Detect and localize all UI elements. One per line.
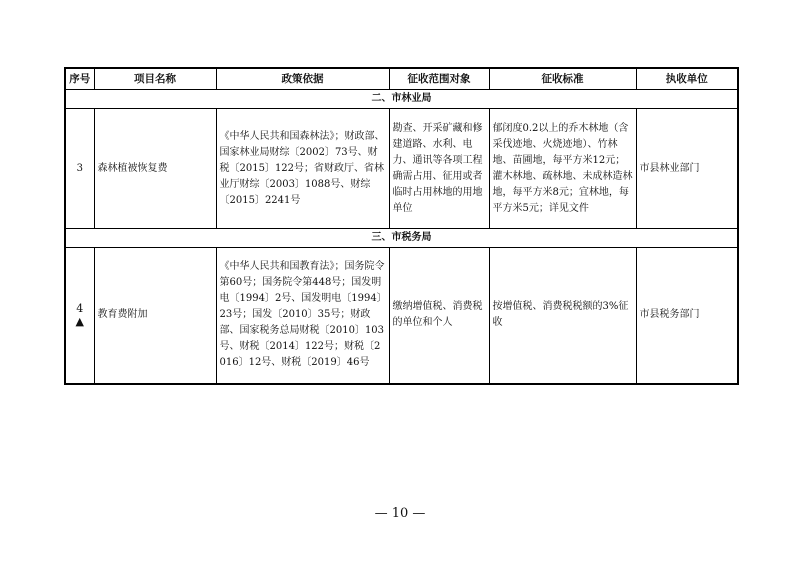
- row-item-name: 教育费附加: [94, 248, 216, 384]
- header-collecting-unit: 执收单位: [636, 68, 738, 90]
- table-row: [65, 109, 738, 229]
- serial-number: 3: [76, 162, 83, 174]
- serial-number: 4: [76, 302, 84, 316]
- header-item-name: 项目名称: [94, 68, 216, 90]
- row-collecting-unit: 市县林业部门: [636, 109, 738, 229]
- row-standard: 按增值税、消费税税额的3%征收: [489, 248, 636, 384]
- header-serial: 序号: [65, 68, 94, 90]
- row-serial: [65, 248, 94, 384]
- page-number: — 10 —: [374, 506, 426, 521]
- row-standard: 郁闭度0.2以上的乔木林地（含采伐迹地、火烧迹地）、竹林地、苗圃地，每平方米12元；灌木林地、疏林地、未成林造林地，每平方米8元；宜林地，每平方米5元；详见文件: [489, 109, 636, 229]
- row-scope: 缴纳增值税、消费税的单位和个人: [389, 248, 489, 384]
- header-standard: 征收标准: [489, 68, 636, 90]
- section-row-forestry: [65, 90, 738, 109]
- fee-table: [64, 67, 739, 385]
- table-row: [65, 248, 738, 384]
- row-item-name: 森林植被恢复费: [94, 109, 216, 229]
- section-row-taxation: [65, 229, 738, 248]
- section-title: 二、市林业局: [65, 90, 738, 109]
- row-collecting-unit: 市县税务部门: [636, 248, 738, 384]
- row-policy-basis: 《中华人民共和国森林法》；财政部、国家林业局财综〔2002〕73号、财税〔2015〕122号；省财政厅、省林业厅财综〔2003〕1088号、财综〔2015〕2241号: [216, 109, 389, 229]
- row-scope: 勘查、开采矿藏和修建道路、水利、电力、通讯等各项工程确需占用、征用或者临时占用林地的用地单位: [389, 109, 489, 229]
- header-policy-basis: 政策依据: [216, 68, 389, 90]
- table-header-row: [65, 68, 738, 90]
- header-scope: 征收范围对象: [389, 68, 489, 90]
- triangle-mark-icon: ▲: [75, 315, 84, 329]
- section-title: 三、市税务局: [65, 229, 738, 248]
- row-serial: [65, 109, 94, 229]
- row-policy-basis: 《中华人民共和国教育法》；国务院令第60号；国务院令第448号；国发明电〔1994〕2号、国发明电〔1994〕23号；国发〔2010〕35号；财政部、国家税务总局财税〔2010〕103号、财税〔2014〕122号；财税〔2016〕12号、财税〔2019〕46号: [216, 248, 389, 384]
